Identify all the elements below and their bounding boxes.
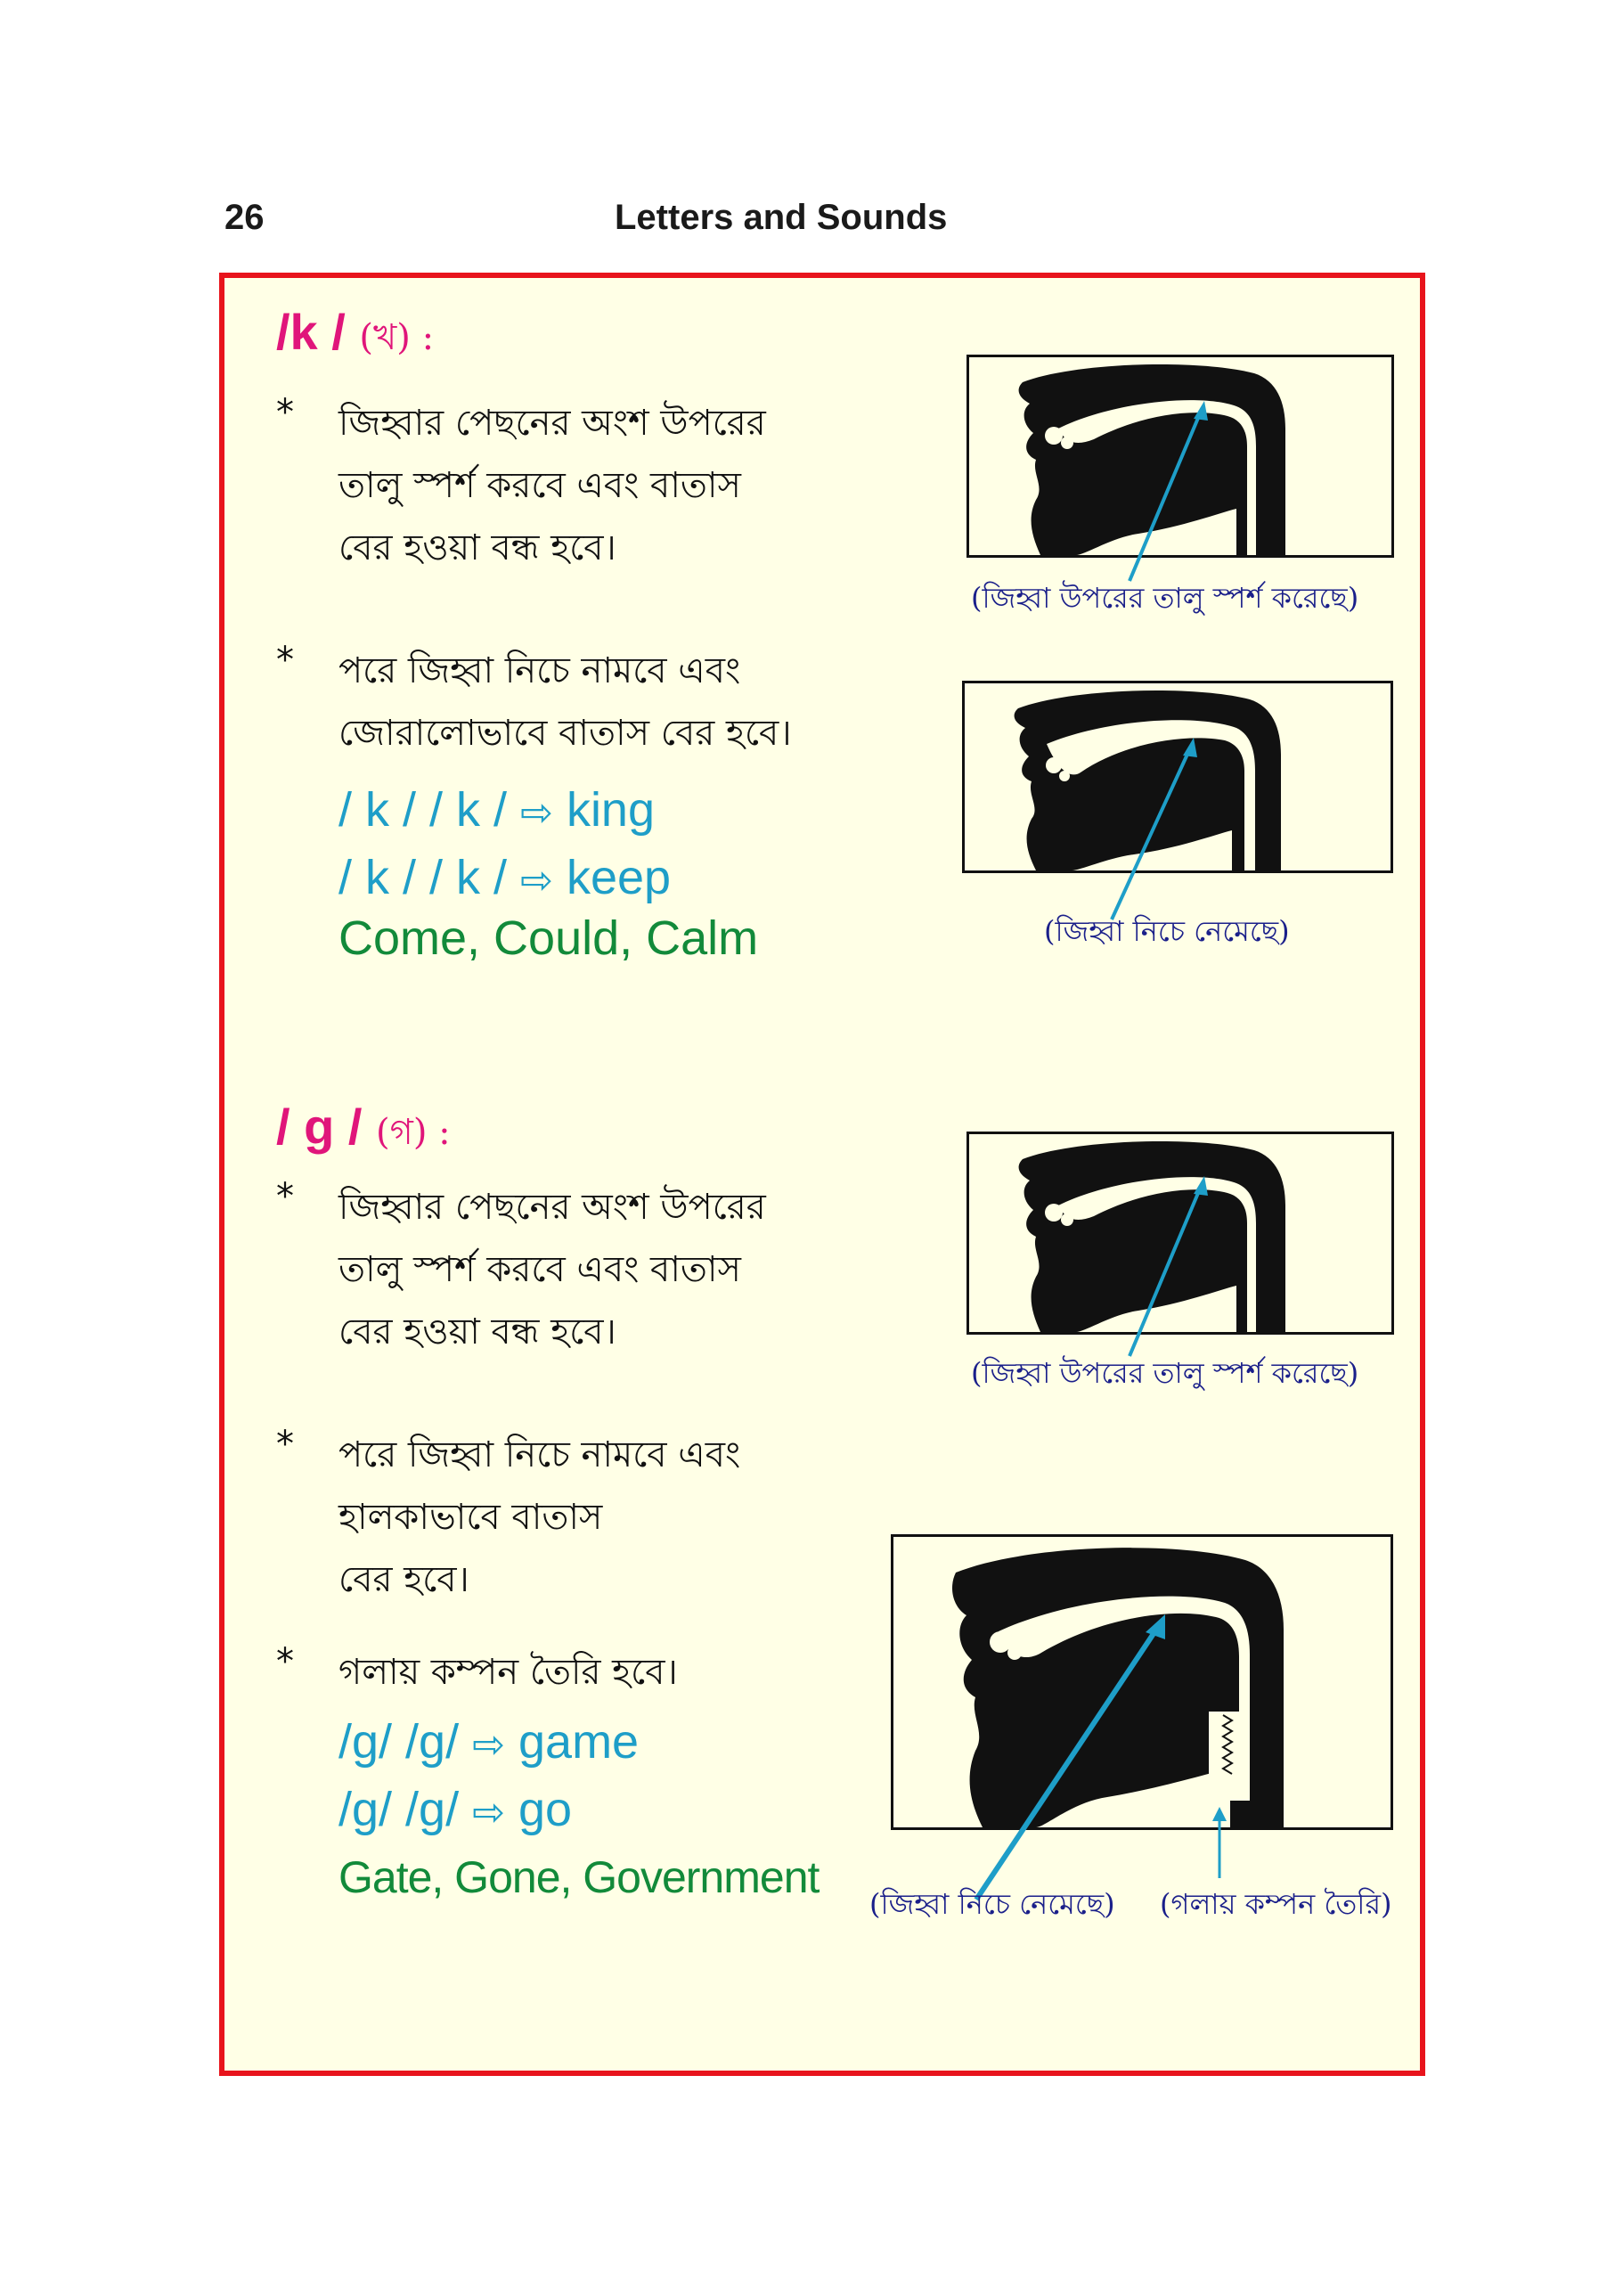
caption-k-closed: (জিহ্বা উপরের তালু স্পর্শ করেছে) xyxy=(971,581,1359,615)
arrow-icon: ⇨ xyxy=(520,858,553,903)
pointer-arrow-icon xyxy=(1105,1167,1220,1363)
section-g-example-1 xyxy=(338,1714,639,1769)
bullet-line: হালকাভাবে বাতাস xyxy=(338,1497,603,1538)
pointer-arrow-icon xyxy=(1105,392,1220,588)
section-k-bangla: (খ) : xyxy=(359,317,435,358)
bullet-line: বের হওয়া বন্ধ হবে। xyxy=(338,1311,616,1352)
pointer-arrow-icon xyxy=(1206,1805,1233,1880)
bullet-line: বের হওয়া বন্ধ হবে। xyxy=(338,527,616,568)
section-g-bullet-2 xyxy=(276,1424,900,1620)
section-k-symbol: /k / xyxy=(276,304,346,360)
bullet-line: পরে জিহ্বা নিচে নামবে এবং xyxy=(338,650,741,691)
caption-g-closed: (জিহ্বা উপরের তালু স্পর্শ করেছে) xyxy=(971,1356,1359,1390)
section-g-bullet-1 xyxy=(276,1176,900,1372)
example-word: game xyxy=(518,1715,640,1769)
arrow-icon: ⇨ xyxy=(472,1722,505,1768)
example-sounds: /g/ /g/ xyxy=(338,1715,460,1769)
example-word: go xyxy=(518,1783,573,1836)
bullet-line: জিহ্বার পেছনের অংশ উপরের xyxy=(338,1187,766,1228)
section-k-bullet-2 xyxy=(276,640,900,773)
example-word: king xyxy=(566,783,655,837)
bullet-line: জোরালোভাবে বাতাস বের হবে। xyxy=(338,713,792,754)
section-g-bullet-3 xyxy=(276,1641,900,1712)
section-g-example-2 xyxy=(338,1782,572,1837)
arrow-icon: ⇨ xyxy=(520,790,553,836)
caption-k-open: (জিহ্বা নিচে নেমেছে) xyxy=(1044,914,1290,948)
section-g-heading xyxy=(276,1098,451,1164)
example-word: keep xyxy=(566,851,672,904)
bullet-line: পরে জিহ্বা নিচে নামবে এবং xyxy=(338,1434,741,1475)
section-k-words: Come, Could, Calm xyxy=(338,911,759,965)
bullet-marker: * xyxy=(276,392,294,433)
section-k-example-1 xyxy=(338,782,655,838)
bullet-marker: * xyxy=(276,1641,294,1682)
bullet-marker: * xyxy=(276,1176,294,1217)
example-sounds: / k / / k / xyxy=(338,783,508,837)
bullet-line: বের হবে। xyxy=(338,1559,469,1600)
page-number: 26 xyxy=(224,198,265,237)
section-g-words: Gate, Gone, Government xyxy=(338,1852,820,1902)
bullet-line: তালু স্পর্শ করবে এবং বাতাস xyxy=(338,1249,741,1290)
example-sounds: /g/ /g/ xyxy=(338,1783,460,1836)
caption-g-vibration: (গলায় কম্পন তৈরি) xyxy=(1160,1887,1392,1921)
section-g-symbol: / g / xyxy=(276,1099,363,1155)
section-g-bangla: (গ) : xyxy=(376,1112,451,1153)
running-head: Letters and Sounds xyxy=(615,198,948,237)
pointer-arrow-icon xyxy=(1096,731,1211,927)
caption-g-tongue-down: (জিহ্বা নিচে নেমেছে) xyxy=(869,1887,1115,1921)
pointer-arrow-icon xyxy=(967,1604,1181,1907)
section-k-bullet-1 xyxy=(276,392,900,588)
arrow-icon: ⇨ xyxy=(472,1790,505,1835)
example-sounds: / k / / k / xyxy=(338,851,508,904)
bullet-line: তালু স্পর্শ করবে এবং বাতাস xyxy=(338,465,741,506)
section-k-heading xyxy=(276,303,434,369)
bullet-marker: * xyxy=(276,1424,294,1465)
section-k-example-2 xyxy=(338,850,671,905)
bullet-line: গলায় কম্পন তৈরি হবে। xyxy=(338,1652,678,1693)
bullet-marker: * xyxy=(276,640,294,681)
bullet-line: জিহ্বার পেছনের অংশ উপরের xyxy=(338,403,766,444)
